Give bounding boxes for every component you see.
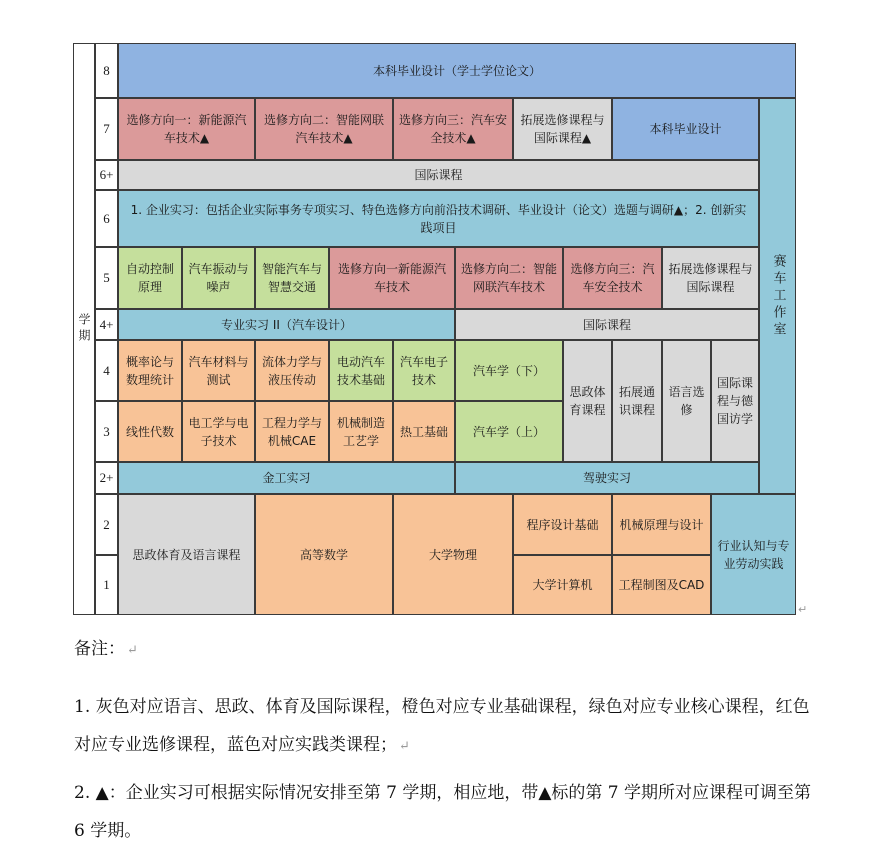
course-s3-thermal: 热工基础 <box>393 401 455 462</box>
course-s5-ev: 选修方向一新能源汽车技术 <box>329 247 455 309</box>
course-s5-safety: 选修方向三：汽车安全技术 <box>563 247 662 309</box>
course-s2-programming: 程序设计基础 <box>513 494 612 555</box>
course-s4-fluid: 流体力学与液压传动 <box>255 340 329 401</box>
semester-7: 7 <box>95 98 118 160</box>
semester-6: 6 <box>95 190 118 247</box>
course-s4-probability: 概率论与数理统计 <box>118 340 182 401</box>
course-s12-advanced-math: 高等数学 <box>255 494 393 615</box>
course-s6p-international: 国际课程 <box>118 160 759 190</box>
course-international-germany: 国际课程与德国访学 <box>711 340 759 462</box>
course-s3-automobile-a: 汽车学（上） <box>455 401 563 462</box>
semester-6-plus: 6+ <box>95 160 118 190</box>
course-s7-safety: 选修方向三：汽车安全技术▲ <box>393 98 513 160</box>
course-s5-control: 自动控制原理 <box>118 247 182 309</box>
course-s5-extension: 拓展选修课程与国际课程 <box>662 247 759 309</box>
course-s7-design: 本科毕业设计 <box>612 98 759 160</box>
course-s2p-driving: 驾驶实习 <box>455 462 759 494</box>
course-s12-physics: 大学物理 <box>393 494 513 615</box>
course-s7-icv: 选修方向二：智能网联汽车技术▲ <box>255 98 393 160</box>
course-s12-ideology-language: 思政体育及语言课程 <box>118 494 255 615</box>
semester-4-plus: 4+ <box>95 309 118 340</box>
notes-section: 备注： ↵ 1. 灰色对应语言、思政、体育及国际课程，橙色对应专业基础课程，绿色对应专业核心课程，红色对应专业选修课程，蓝色对应实践类课程； ↵ 2. ▲：企业实习可根据实际情况安排至第 7 学期，相应地，带▲标的第 7 学期所对应课程可调至第 6 学期。 <box>74 639 812 841</box>
course-s7-ev: 选修方向一：新能源汽车技术▲ <box>118 98 255 160</box>
course-s4-materials: 汽车材料与测试 <box>182 340 255 401</box>
course-general-extension: 拓展通识课程 <box>612 340 662 462</box>
notes-line-1: 1. 灰色对应语言、思政、体育及国际课程，橙色对应专业基础课程，绿色对应专业核心课程，红色对应专业选修课程，蓝色对应实践类课程； <box>74 697 810 755</box>
course-s2p-metalwork: 金工实习 <box>118 462 455 494</box>
course-s5-smart-traffic: 智能汽车与智慧交通 <box>255 247 329 309</box>
course-s8-thesis: 本科毕业设计（学士学位论文） <box>118 43 796 98</box>
semester-1: 1 <box>95 555 118 615</box>
course-s4-ev-basics: 电动汽车技术基础 <box>329 340 393 401</box>
semester-8: 8 <box>95 43 118 98</box>
notes-heading: 备注： <box>74 639 125 659</box>
course-s4p-internship: 专业实习 II（汽车设计） <box>118 309 455 340</box>
course-s1-drawing-cad: 工程制图及CAD <box>612 555 711 615</box>
course-s4-automobile-b: 汽车学（下） <box>455 340 563 401</box>
semester-2-plus: 2+ <box>95 462 118 494</box>
racing-studio: 赛车工作室 <box>759 98 796 494</box>
semester-column-label: 学期 <box>73 43 95 615</box>
course-ideology-pe: 思政体育课程 <box>563 340 612 462</box>
semester-3: 3 <box>95 401 118 462</box>
semester-4: 4 <box>95 340 118 401</box>
course-s3-linear-algebra: 线性代数 <box>118 401 182 462</box>
semester-2: 2 <box>95 494 118 555</box>
course-s5-icv: 选修方向二：智能网联汽车技术 <box>455 247 563 309</box>
course-language-elective: 语言选修 <box>662 340 711 462</box>
course-s7-extension: 拓展选修课程与国际课程▲ <box>513 98 612 160</box>
course-s2-mechanism-design: 机械原理与设计 <box>612 494 711 555</box>
course-s3-mechanics-cae: 工程力学与机械CAE <box>255 401 329 462</box>
course-s1-computer: 大学计算机 <box>513 555 612 615</box>
semester-5: 5 <box>95 247 118 309</box>
course-s4-electronics: 汽车电子技术 <box>393 340 455 401</box>
course-s3-manufacturing: 机械制造工艺学 <box>329 401 393 462</box>
course-s3-electrical: 电工学与电子技术 <box>182 401 255 462</box>
course-s6-practice: 1. 企业实习：包括企业实际事务专项实习、特色选修方向前沿技术调研、毕业设计（论文）选题与调研▲；2. 创新实践项目 <box>118 190 759 247</box>
notes-line-2: 2. ▲：企业实习可根据实际情况安排至第 7 学期，相应地，带▲标的第 7 学期所对应课程可调至第 6 学期。 <box>74 783 812 841</box>
course-s12-industry-practice: 行业认知与专业劳动实践 <box>711 494 796 615</box>
course-s5-vibration: 汽车振动与噪声 <box>182 247 255 309</box>
course-s4p-international: 国际课程 <box>455 309 759 340</box>
paragraph-mark: ↵ <box>798 603 808 616</box>
